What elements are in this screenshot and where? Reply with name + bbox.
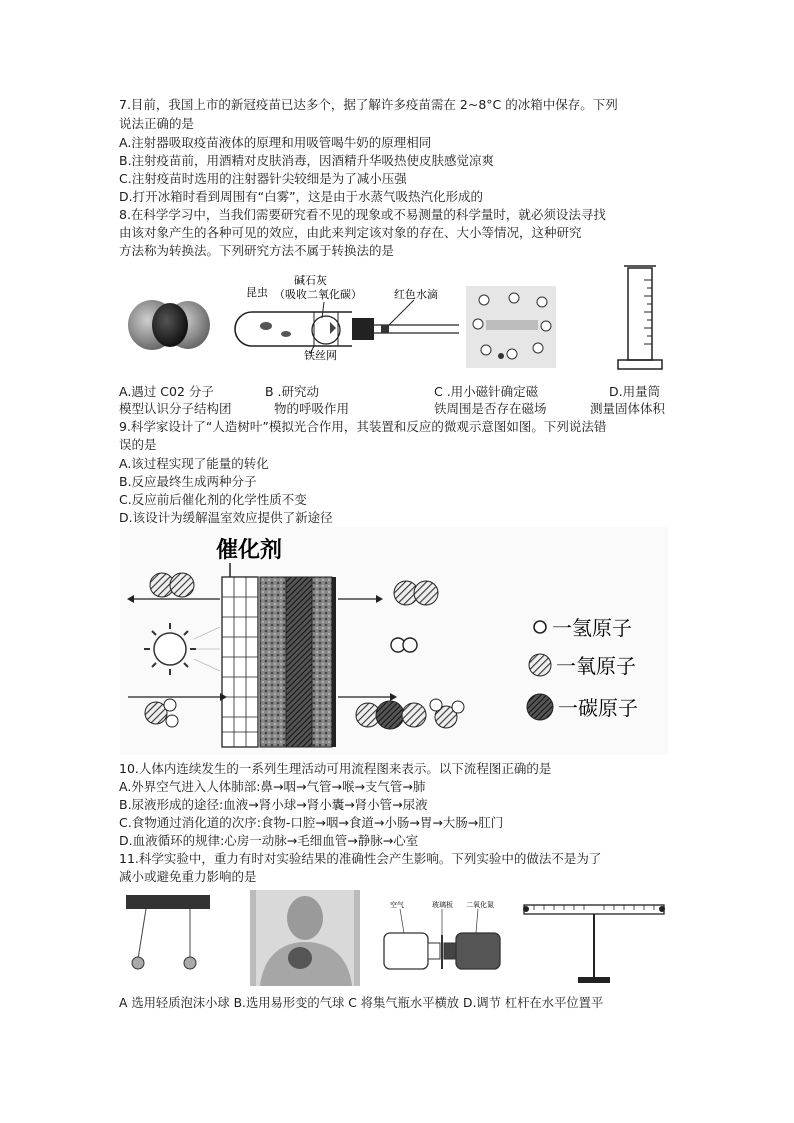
label-sodalime: 碱石灰: [294, 274, 327, 287]
q7-option-b: B.注射疫苗前，用酒精对皮肤消毒，因酒精升华吸热使皮肤感觉凉爽: [119, 153, 495, 168]
foam-balls-image: [124, 893, 216, 983]
respiration-apparatus-diagram: [234, 268, 474, 363]
q8-option-a-line1: A.遇过 C02 分子: [119, 384, 214, 399]
q8-option-b-line1: B .研究动: [265, 384, 320, 399]
q10-option-d: D.血液循环的规律:心房一动脉→毛细血管→静脉→心室: [119, 833, 419, 848]
q8-option-c-line1: C .用小磁针确定磁: [434, 384, 539, 399]
measuring-cylinder-diagram: [614, 262, 666, 377]
magnet-compass-image: [466, 286, 556, 368]
catalyst-title: 催化剂: [216, 538, 283, 563]
q11-stem-line2: 减小或避免重力影响的是: [119, 869, 257, 884]
q8-option-a-line2: 模型认识分子结构团: [119, 401, 232, 416]
q8-stem-line2: 由该对象产生的各种可见的效应，由此来判定该对象的存在、大小等情况，这种研究: [119, 225, 582, 240]
label-mesh: 铁丝网: [304, 349, 337, 362]
q7-option-d: D.打开冰箱时看到周围有“白雾”，这是由于水蒸气吸热汽化形成的: [119, 189, 484, 204]
q9-option-b: B.反应最终生成两种分子: [119, 474, 257, 489]
q10-option-c: C.食物通过消化道的次序:食物-口腔→咽→食道→小肠→胃→大肠→肛门: [119, 815, 504, 830]
q8-option-d-line2: 测量固体体积: [590, 401, 666, 416]
q10-stem: 10.人体内连续发生的一系列生理活动可用流程图来表示。以下流程图正确的是: [119, 761, 552, 776]
q9-stem-line2: 误的是: [119, 437, 157, 452]
q8-option-b-line2: 物的呼吸作用: [274, 401, 350, 416]
lever-diagram: [520, 893, 670, 985]
label-absorb: （吸收二氧化碳）: [274, 288, 362, 301]
label-insect: 昆虫: [246, 286, 268, 299]
label-air: 空气: [390, 901, 404, 909]
q9-option-d: D.该设计为缓解温室效应提供了新途径: [119, 510, 333, 525]
q7-stem-line2: 说法正确的是: [119, 116, 195, 131]
q10-option-b: B.尿液形成的途径:血液→肾小球→肾小囊→肾小管→尿液: [119, 797, 428, 812]
q8-stem-line3: 方法称为转换法。下列研究方法不属于转换法的是: [119, 243, 395, 258]
legend-hydrogen: 一氢原子: [552, 616, 632, 640]
legend-oxygen: 一氧原子: [556, 654, 636, 678]
legend-carbon: 一碳原子: [558, 696, 638, 720]
q8-stem-line1: 8.在科学学习中，当我们需要研究看不见的现象或不易测量的科学量时，就必须设法寻找: [119, 207, 606, 222]
q11-stem-line1: 11.科学实验中，重力有时对实验结果的准确性会产生影响。下列实验中的做法不是为了: [119, 851, 602, 866]
q9-stem-line1: 9.科学家设计了“人造树叶”模拟光合作用，其装置和反应的微观示意图如图。下列说法错: [119, 419, 607, 434]
q7-option-c: C.注射疫苗时选用的注射器针尖较细是为了减小压强: [119, 171, 407, 186]
q9-option-c: C.反应前后催化剂的化学性质不变: [119, 492, 307, 507]
label-glass-plate: 玻璃板: [432, 901, 453, 909]
q7-option-a: A.注射器吸取疫苗液体的原理和用吸管喝牛奶的原理相同: [119, 135, 432, 150]
atom-legend: [527, 616, 638, 720]
artificial-leaf-diagram: [120, 527, 668, 755]
q9-option-a: A.该过程实现了能量的转化: [119, 456, 269, 471]
label-red-drop: 红色水滴: [394, 288, 438, 301]
label-gas: 二氧化氮: [466, 901, 494, 909]
gas-bottles-diagram: [380, 895, 508, 983]
co2-molecule-model-image: [122, 285, 212, 360]
q8-option-c-line2: 铁周围是否存在磁场: [434, 401, 547, 416]
q7-stem-line1: 7.目前，我国上市的新冠疫苗已达多个，据了解许多疫苗需在 2~8°C 的冰箱中保存。下列: [119, 97, 618, 112]
q8-option-d-line1: D.用量筒: [609, 384, 661, 399]
q11-options: A 选用轻质泡沫小球 B.选用易形变的气球 C 将集气瓶水平横放 D.调节 杠杆在水平位置平: [119, 996, 604, 1010]
balloon-photo: [250, 890, 360, 986]
q10-option-a: A.外界空气进入人体肺部:鼻→咽→气管→喉→支气管→肺: [119, 779, 426, 794]
